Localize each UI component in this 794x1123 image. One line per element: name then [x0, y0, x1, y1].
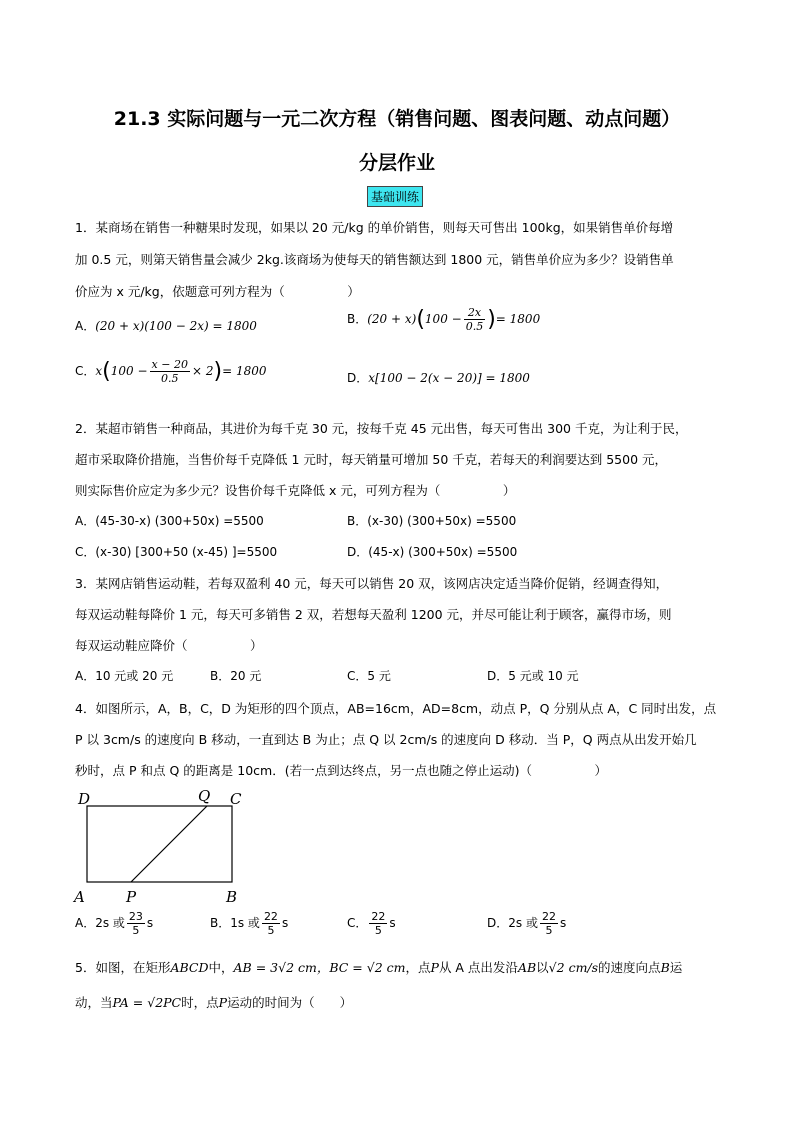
q4-option-b-num: 22: [263, 910, 278, 923]
point-p-label: P: [126, 888, 137, 906]
page-subtitle: 分层作业: [358, 152, 435, 174]
q2-option-c: C．(x-30) [300+50 (x-45) ]=5500: [75, 545, 278, 559]
q5-line-1: [75, 958, 682, 976]
q1-option-b-mid: 100 −: [424, 312, 462, 326]
q4-option-b-unit: s: [281, 916, 289, 930]
q4-option-c-unit: s: [389, 916, 396, 930]
vertex-a-label: A: [74, 888, 85, 906]
q1-line-3: 价应为 x 元/kg，依题意可列方程为（ ）: [75, 284, 360, 299]
q2-option-a: A．(45-30-x) (300+50x) =5500: [75, 514, 264, 528]
q5-point-p-2: P: [218, 995, 228, 1010]
q4-option-c-label: C．: [347, 916, 368, 930]
q3-option-a: A．10 元或 20 元: [75, 669, 174, 683]
q5-text-g: 运: [669, 960, 683, 975]
vertex-c-label: C: [230, 790, 242, 808]
q4-option-a-fraction: [127, 910, 145, 937]
q3-option-c: C．5 元: [347, 669, 391, 683]
q5-text-c: ，点: [405, 960, 431, 975]
q4-option-c-fraction: [369, 910, 387, 937]
q4-line-2: P 以 3cm/s 的速度向 B 移动，一直到达 B 为止；点 Q 以 2cm/s 的速度向 D 移动．当 P，Q 两点从出发开始几: [75, 732, 697, 747]
q4-line-1: 4．如图所示，A，B，C，D 为矩形的四个顶点，AB=16cm，AD=8cm，动点 P，Q 分别从点 A，C 同时出发，点: [75, 701, 717, 716]
q1-option-b-num: 2x: [464, 306, 486, 320]
q1-option-c-eq: = 1800: [222, 364, 267, 378]
q5-text-b: 中，: [208, 960, 234, 975]
q1-option-c-pre: x: [95, 364, 103, 378]
page-title: 21.3 实际问题与一元二次方程（销售问题、图表问题、动点问题）: [113, 108, 681, 130]
q5-text-h: 动，当: [75, 995, 113, 1010]
q5-text-e: 以: [536, 960, 549, 975]
q4-option-d-den: 5: [545, 924, 553, 937]
q4-option-d-unit: s: [559, 916, 567, 930]
vertex-b-label: B: [226, 888, 238, 906]
q4-option-c: [347, 910, 396, 937]
q5-rect-name: ABCD: [170, 960, 209, 975]
q5-text-a: 5．如图，在矩形: [75, 960, 171, 975]
q5-text-f: 的速度向点: [598, 960, 661, 975]
q3-line-3: 每双运动鞋应降价（ ）: [75, 638, 263, 653]
q1-option-c-mid: 100 −: [110, 364, 148, 378]
q1-option-d-label: D．: [347, 371, 369, 385]
q5-condition: PA = √2PC: [112, 995, 182, 1010]
q4-option-b-den: 5: [267, 924, 275, 937]
q5-text-d: 从 A 点出发沿: [438, 960, 518, 975]
q1-option-c-post: × 2: [191, 364, 214, 378]
q1-option-b-label: B．: [347, 312, 368, 326]
q2-option-b: B．(x-30) (300+50x) =5500: [347, 514, 517, 528]
q1-option-d-expr: x[100 − 2(x − 20)] = 1800: [368, 371, 530, 385]
q4-option-a-unit: s: [146, 916, 154, 930]
q4-option-d-label: D．2s 或: [487, 916, 538, 930]
q1-option-b-post: = 1800: [495, 312, 541, 326]
rectangle-abcd: [87, 806, 232, 882]
q5-segment-ab: AB: [517, 960, 537, 975]
q4-option-c-den: 5: [374, 924, 382, 937]
q2-line-1: 2．某超市销售一种商品，其进价为每千克 30 元，按每千克 45 元出售，每天可售出 300 千克，为让利于民，: [75, 421, 688, 436]
q1-option-c-num: x − 20: [151, 358, 188, 371]
q1-option-c: C．x(100 − $\frac{x - 20}{0.5}$ × 2)= 1800: [75, 358, 267, 385]
point-q-label: Q: [198, 787, 211, 805]
q1-option-b: B．(20 + x)(100 − $\frac{2x}{0.5}$ )= 1800: [347, 306, 541, 333]
q4-option-d-num: 22: [541, 910, 556, 923]
q1-option-c-den: 0.5: [161, 372, 179, 385]
q1-option-b-den: 0.5: [465, 320, 484, 333]
section-badge: 基础训练: [367, 186, 423, 207]
rectangle-figure: [70, 784, 260, 910]
q4-option-b-label: B．1s 或: [210, 916, 260, 930]
q5-speed: √2 cm/s: [548, 960, 599, 975]
q3-line-1: 3．某网店销售运动鞋，若每双盈利 40 元，每天可以销售 20 双，该网店决定适当降价促销，经调查得知，: [75, 576, 669, 591]
q4-option-a: [75, 910, 153, 937]
q2-line-3: 则实际售价应定为多少元？设售价每千克降低 x 元，可列方程为（ ）: [75, 483, 516, 498]
q3-option-d: D．5 元或 10 元: [487, 669, 579, 683]
q5-text-j: 运动的时间为（ ）: [227, 995, 353, 1010]
q1-option-a-label: A．: [75, 319, 96, 333]
q1-option-b-pre: (20 + x): [367, 312, 417, 326]
vertex-d-label: D: [78, 790, 91, 808]
q4-line-3: 秒时，点 P 和点 Q 的距离是 10cm．(若一点到达终点，另一点也随之停止运动)（ ）: [75, 763, 607, 778]
q5-line-2: [75, 993, 352, 1011]
q1-line-1: 1．某商场在销售一种糖果时发现，如果以 20 元/kg 的单价销售，则每天可售出 100kg，如果销售单价每增: [75, 220, 674, 235]
q4-option-a-den: 5: [132, 924, 140, 937]
q4-option-d: [487, 910, 566, 937]
q4-option-c-num: 22: [371, 910, 386, 923]
segment-pq: [131, 806, 207, 882]
q1-option-c-label: C．: [75, 364, 96, 378]
q1-option-c-fraction: [150, 358, 190, 385]
q4-option-b: [210, 910, 288, 937]
q2-line-2: 超市采取降价措施，当售价每千克降低 1 元时，每天销量可增加 50 千克，若每天的利润要达到 5500 元，: [75, 452, 668, 467]
q1-line-2: 加 0.5 元，则第天销售量会减少 2kg.该商场为使每天的销售额达到 1800 元，销售单价应为多少？设销售单: [75, 252, 674, 267]
q2-option-d: D．(45-x) (300+50x) =5500: [347, 545, 518, 559]
q1-option-d: [347, 369, 530, 386]
q5-lengths: AB = 3√2 cm，BC = √2 cm: [233, 960, 406, 975]
q3-line-2: 每双运动鞋每降价 1 元，每天可多销售 2 双，若想每天盈利 1200 元，并尽可能让利于顾客，赢得市场，则: [75, 607, 672, 622]
q1-option-a-expr: (20 + x)(100 − 2x) = 1800: [95, 319, 257, 333]
q5-point-p: P: [430, 960, 439, 975]
q4-option-a-label: A．2s 或: [75, 916, 125, 930]
q4-option-a-num: 23: [128, 910, 143, 923]
q4-option-d-fraction: [540, 910, 558, 937]
q5-text-i: 时，点: [181, 995, 219, 1010]
q5-point-b: B: [660, 960, 670, 975]
q4-option-b-fraction: [262, 910, 280, 937]
q1-option-b-fraction: [464, 306, 486, 333]
q3-option-b: B．20 元: [210, 669, 262, 683]
q1-option-a: [75, 317, 257, 334]
